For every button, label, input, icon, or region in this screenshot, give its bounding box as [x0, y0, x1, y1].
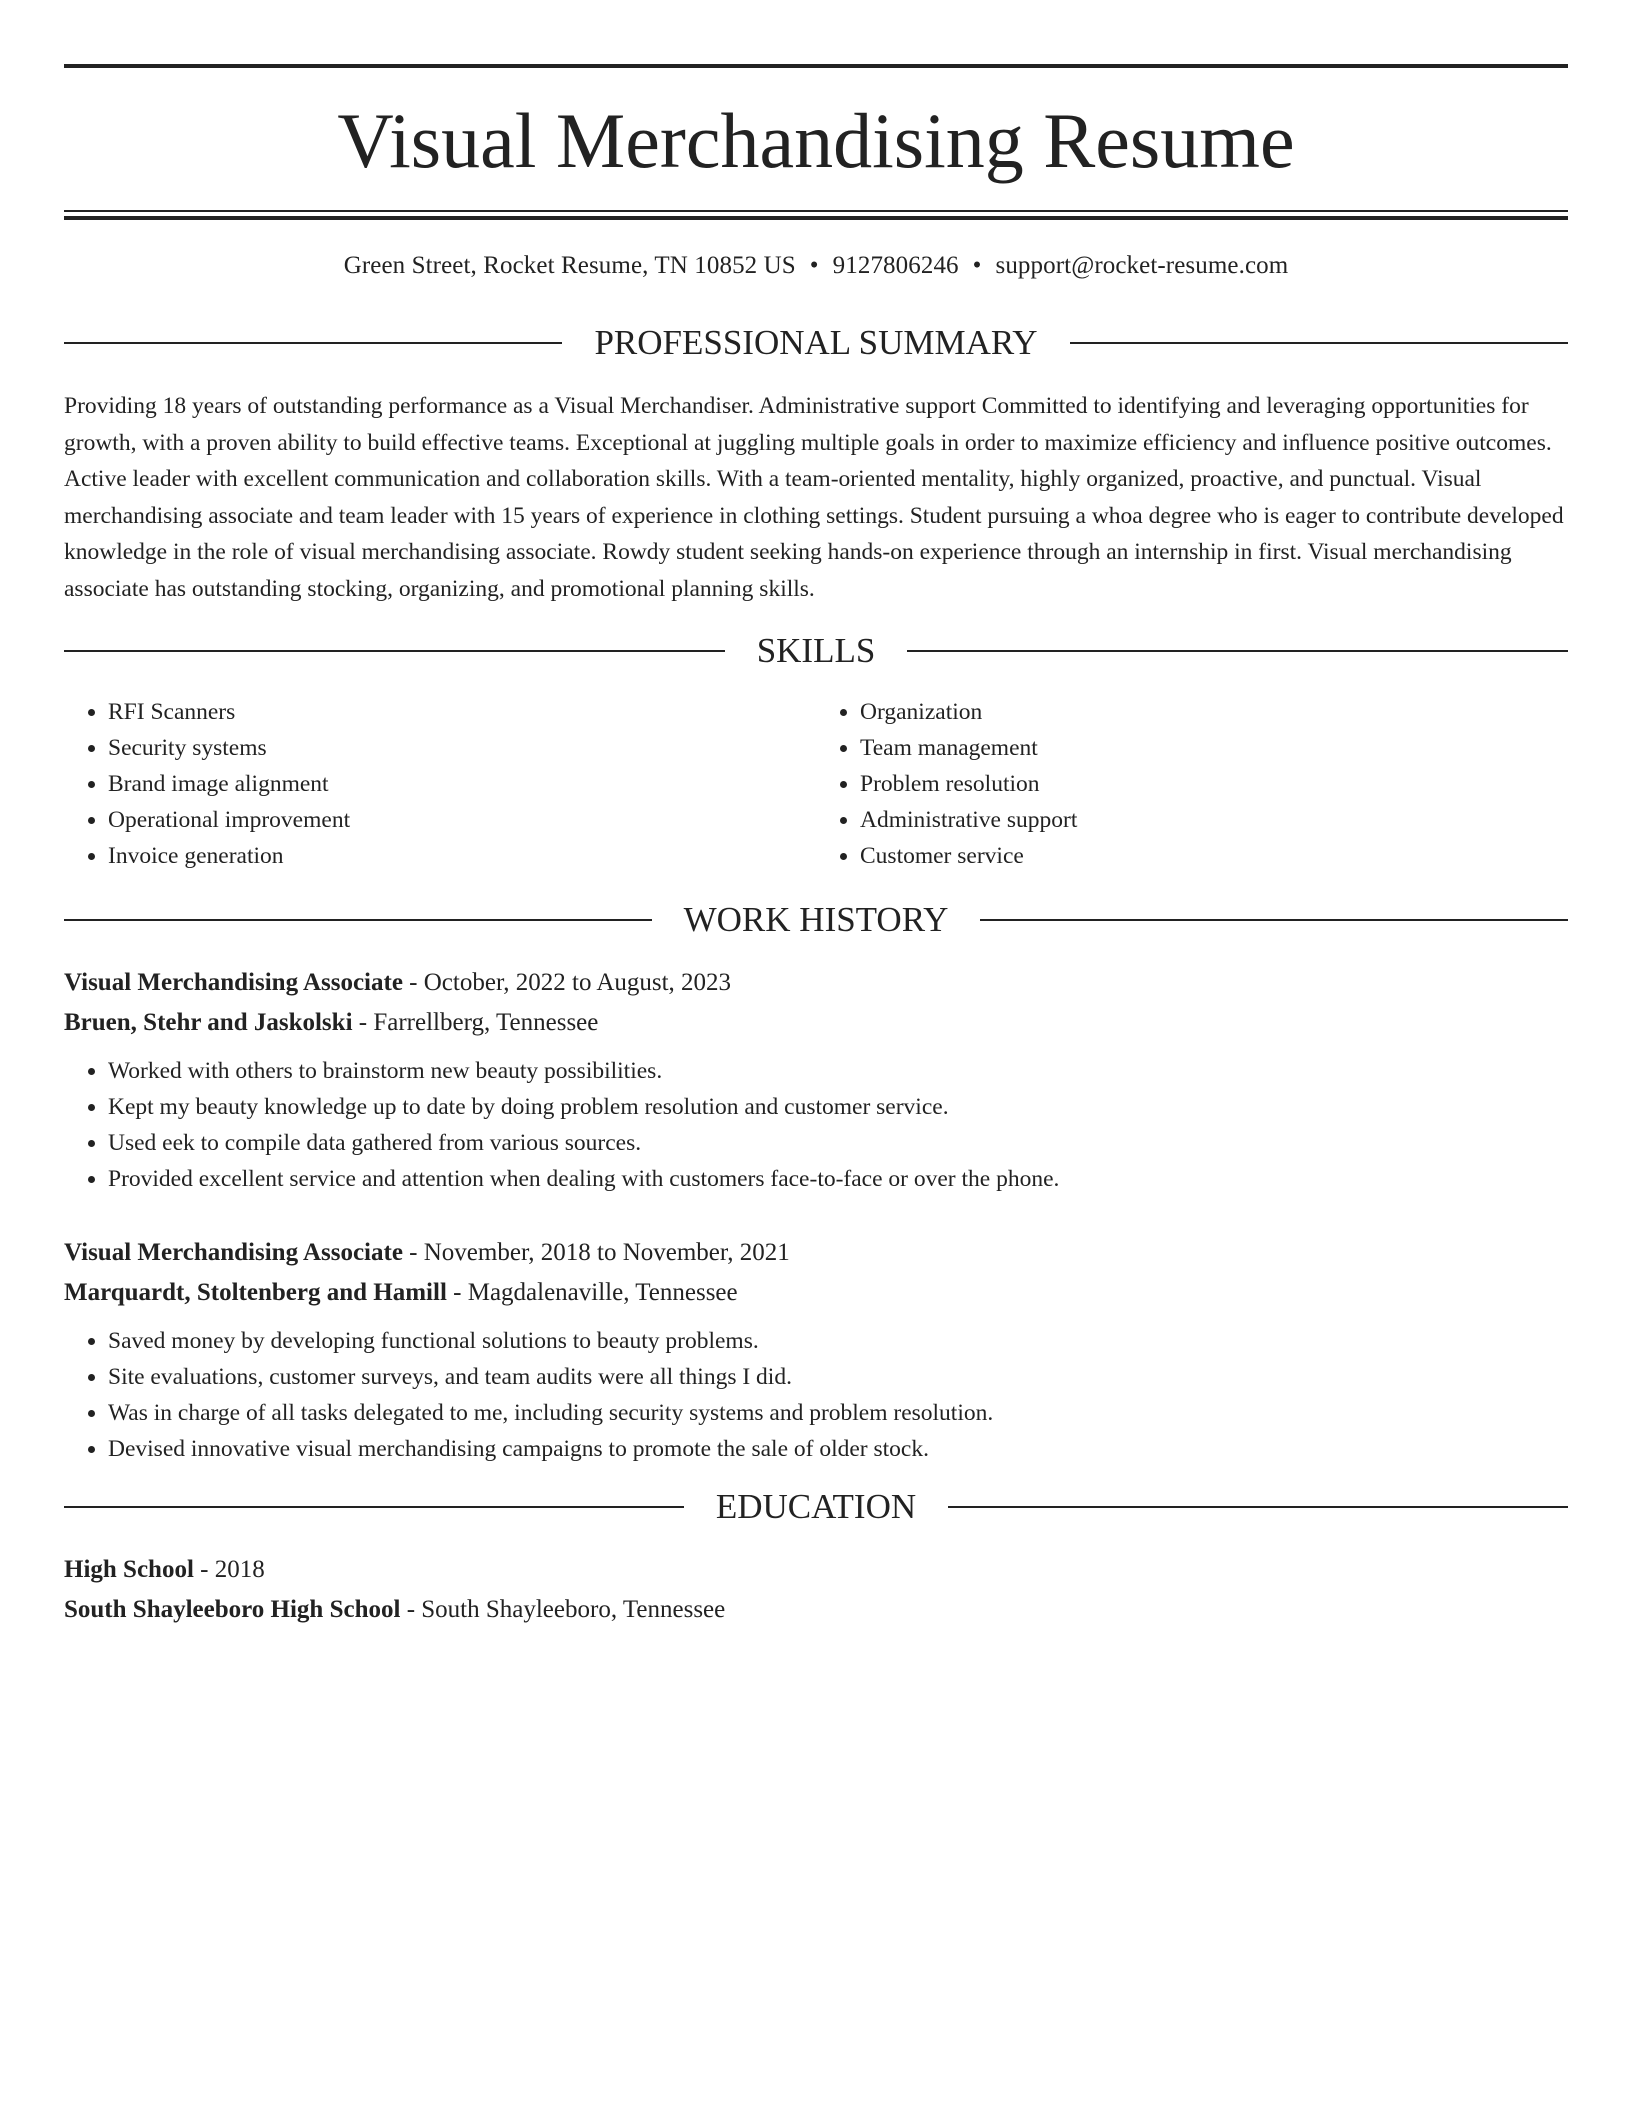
skill-item: • Invoice generation [108, 838, 816, 874]
top-rule [64, 64, 1568, 68]
work-entry [64, 963, 1568, 1197]
job-bullet: • Site evaluations, customer surveys, and team audits were all things I did. [108, 1359, 1568, 1395]
skills-column-left [64, 694, 816, 874]
job-company: Marquardt, Stoltenberg and Hamill [64, 1279, 447, 1306]
education-degree: High School [64, 1556, 194, 1583]
job-title-line [64, 1233, 1568, 1273]
education-location: - South Shayleeboro, Tennessee [400, 1596, 726, 1623]
job-location: - Farrellberg, Tennessee [352, 1009, 599, 1036]
title-double-rule [64, 210, 1568, 220]
job-dates: - November, 2018 to November, 2021 [402, 1239, 790, 1266]
job-bullet: • Kept my beauty knowledge up to date by doing problem resolution and customer service. [108, 1089, 1568, 1125]
skill-item: • Brand image alignment [108, 766, 816, 802]
education-school: South Shayleeboro High School [64, 1596, 401, 1623]
section-rule [1070, 342, 1568, 344]
section-title: SKILLS [756, 631, 876, 670]
contact-phone: 9127806246 [832, 252, 959, 279]
job-bullet: • Devised innovative visual merchandising campaigns to promote the sale of older stock. [108, 1431, 1568, 1467]
skill-item: • Administrative support [860, 802, 1568, 838]
job-title: Visual Merchandising Associate [64, 969, 403, 996]
section-header-work-history [64, 902, 1568, 937]
education-year: - 2018 [193, 1556, 265, 1583]
job-company-line [64, 1273, 1568, 1313]
section-rule [980, 919, 1568, 921]
job-location: - Magdalenaville, Tennessee [446, 1279, 738, 1306]
job-title-line [64, 963, 1568, 1003]
skill-item: • Operational improvement [108, 802, 816, 838]
section-rule [948, 1506, 1568, 1508]
section-header-education [64, 1489, 1568, 1524]
section-title: PROFESSIONAL SUMMARY [594, 323, 1038, 362]
section-rule [64, 342, 562, 344]
education-degree-line [64, 1550, 1568, 1590]
section-rule [64, 1506, 684, 1508]
professional-summary-text: Providing 18 years of outstanding performance as a Visual Merchandiser. Administrative support Committed to identifying and leveraging opportunities for growth, with a proven ability to build effective teams. Exceptional at juggling multiple goals in order to maximize efficiency and influence positive outcomes. Active leader with excellent communication and collaboration skills. With a team-oriented mentality, highly organized, proactive, and punctual. Visual merchandising associate and team leader with 15 years of experience in clothing settings. Student pursuing a whoa degree who is eager to contribute developed knowledge in the role of visual merchandising associate. Rowdy student seeking hands-on experience through an internship in first. Visual merchandising associate has outstanding stocking, organizing, and promotional planning skills. [64, 393, 1564, 602]
skill-item: • Security systems [108, 730, 816, 766]
section-title: EDUCATION [715, 1487, 917, 1526]
contact-address: Green Street, Rocket Resume, TN 10852 US [343, 252, 796, 279]
job-bullets [64, 1053, 1568, 1197]
education-school-line [64, 1590, 1568, 1630]
section-rule [64, 650, 725, 652]
job-company-line [64, 1003, 1568, 1043]
job-bullet: • Saved money by developing functional solutions to beauty problems. [108, 1323, 1568, 1359]
skill-item: • RFI Scanners [108, 694, 816, 730]
job-bullet: • Worked with others to brainstorm new beauty possibilities. [108, 1053, 1568, 1089]
section-header-summary [64, 325, 1568, 360]
resume-title: Visual Merchandising Resume [337, 97, 1295, 184]
job-title: Visual Merchandising Associate [64, 1239, 403, 1266]
job-company: Bruen, Stehr and Jaskolski [64, 1009, 353, 1036]
skills-column-right [816, 694, 1568, 874]
section-header-skills [64, 633, 1568, 668]
job-bullet: • Provided excellent service and attention when dealing with customers face-to-face or over the phone. [108, 1161, 1568, 1197]
section-rule [907, 650, 1568, 652]
section-title: WORK HISTORY [683, 900, 949, 939]
skill-item: • Organization [860, 694, 1568, 730]
contact-line [64, 251, 1568, 281]
contact-email: support@rocket-resume.com [995, 252, 1289, 279]
job-bullet: • Was in charge of all tasks delegated to me, including security systems and problem resolution. [108, 1395, 1568, 1431]
work-entry [64, 1233, 1568, 1467]
skills-list [64, 694, 1568, 874]
skill-item: • Team management [860, 730, 1568, 766]
job-bullets [64, 1323, 1568, 1467]
contact-separator: • [809, 252, 819, 279]
skill-item: • Problem resolution [860, 766, 1568, 802]
contact-separator: • [972, 252, 982, 279]
job-dates: - October, 2022 to August, 2023 [402, 969, 732, 996]
section-rule [64, 919, 652, 921]
skill-item: • Customer service [860, 838, 1568, 874]
job-bullet: • Used eek to compile data gathered from various sources. [108, 1125, 1568, 1161]
education-entry [64, 1550, 1568, 1630]
